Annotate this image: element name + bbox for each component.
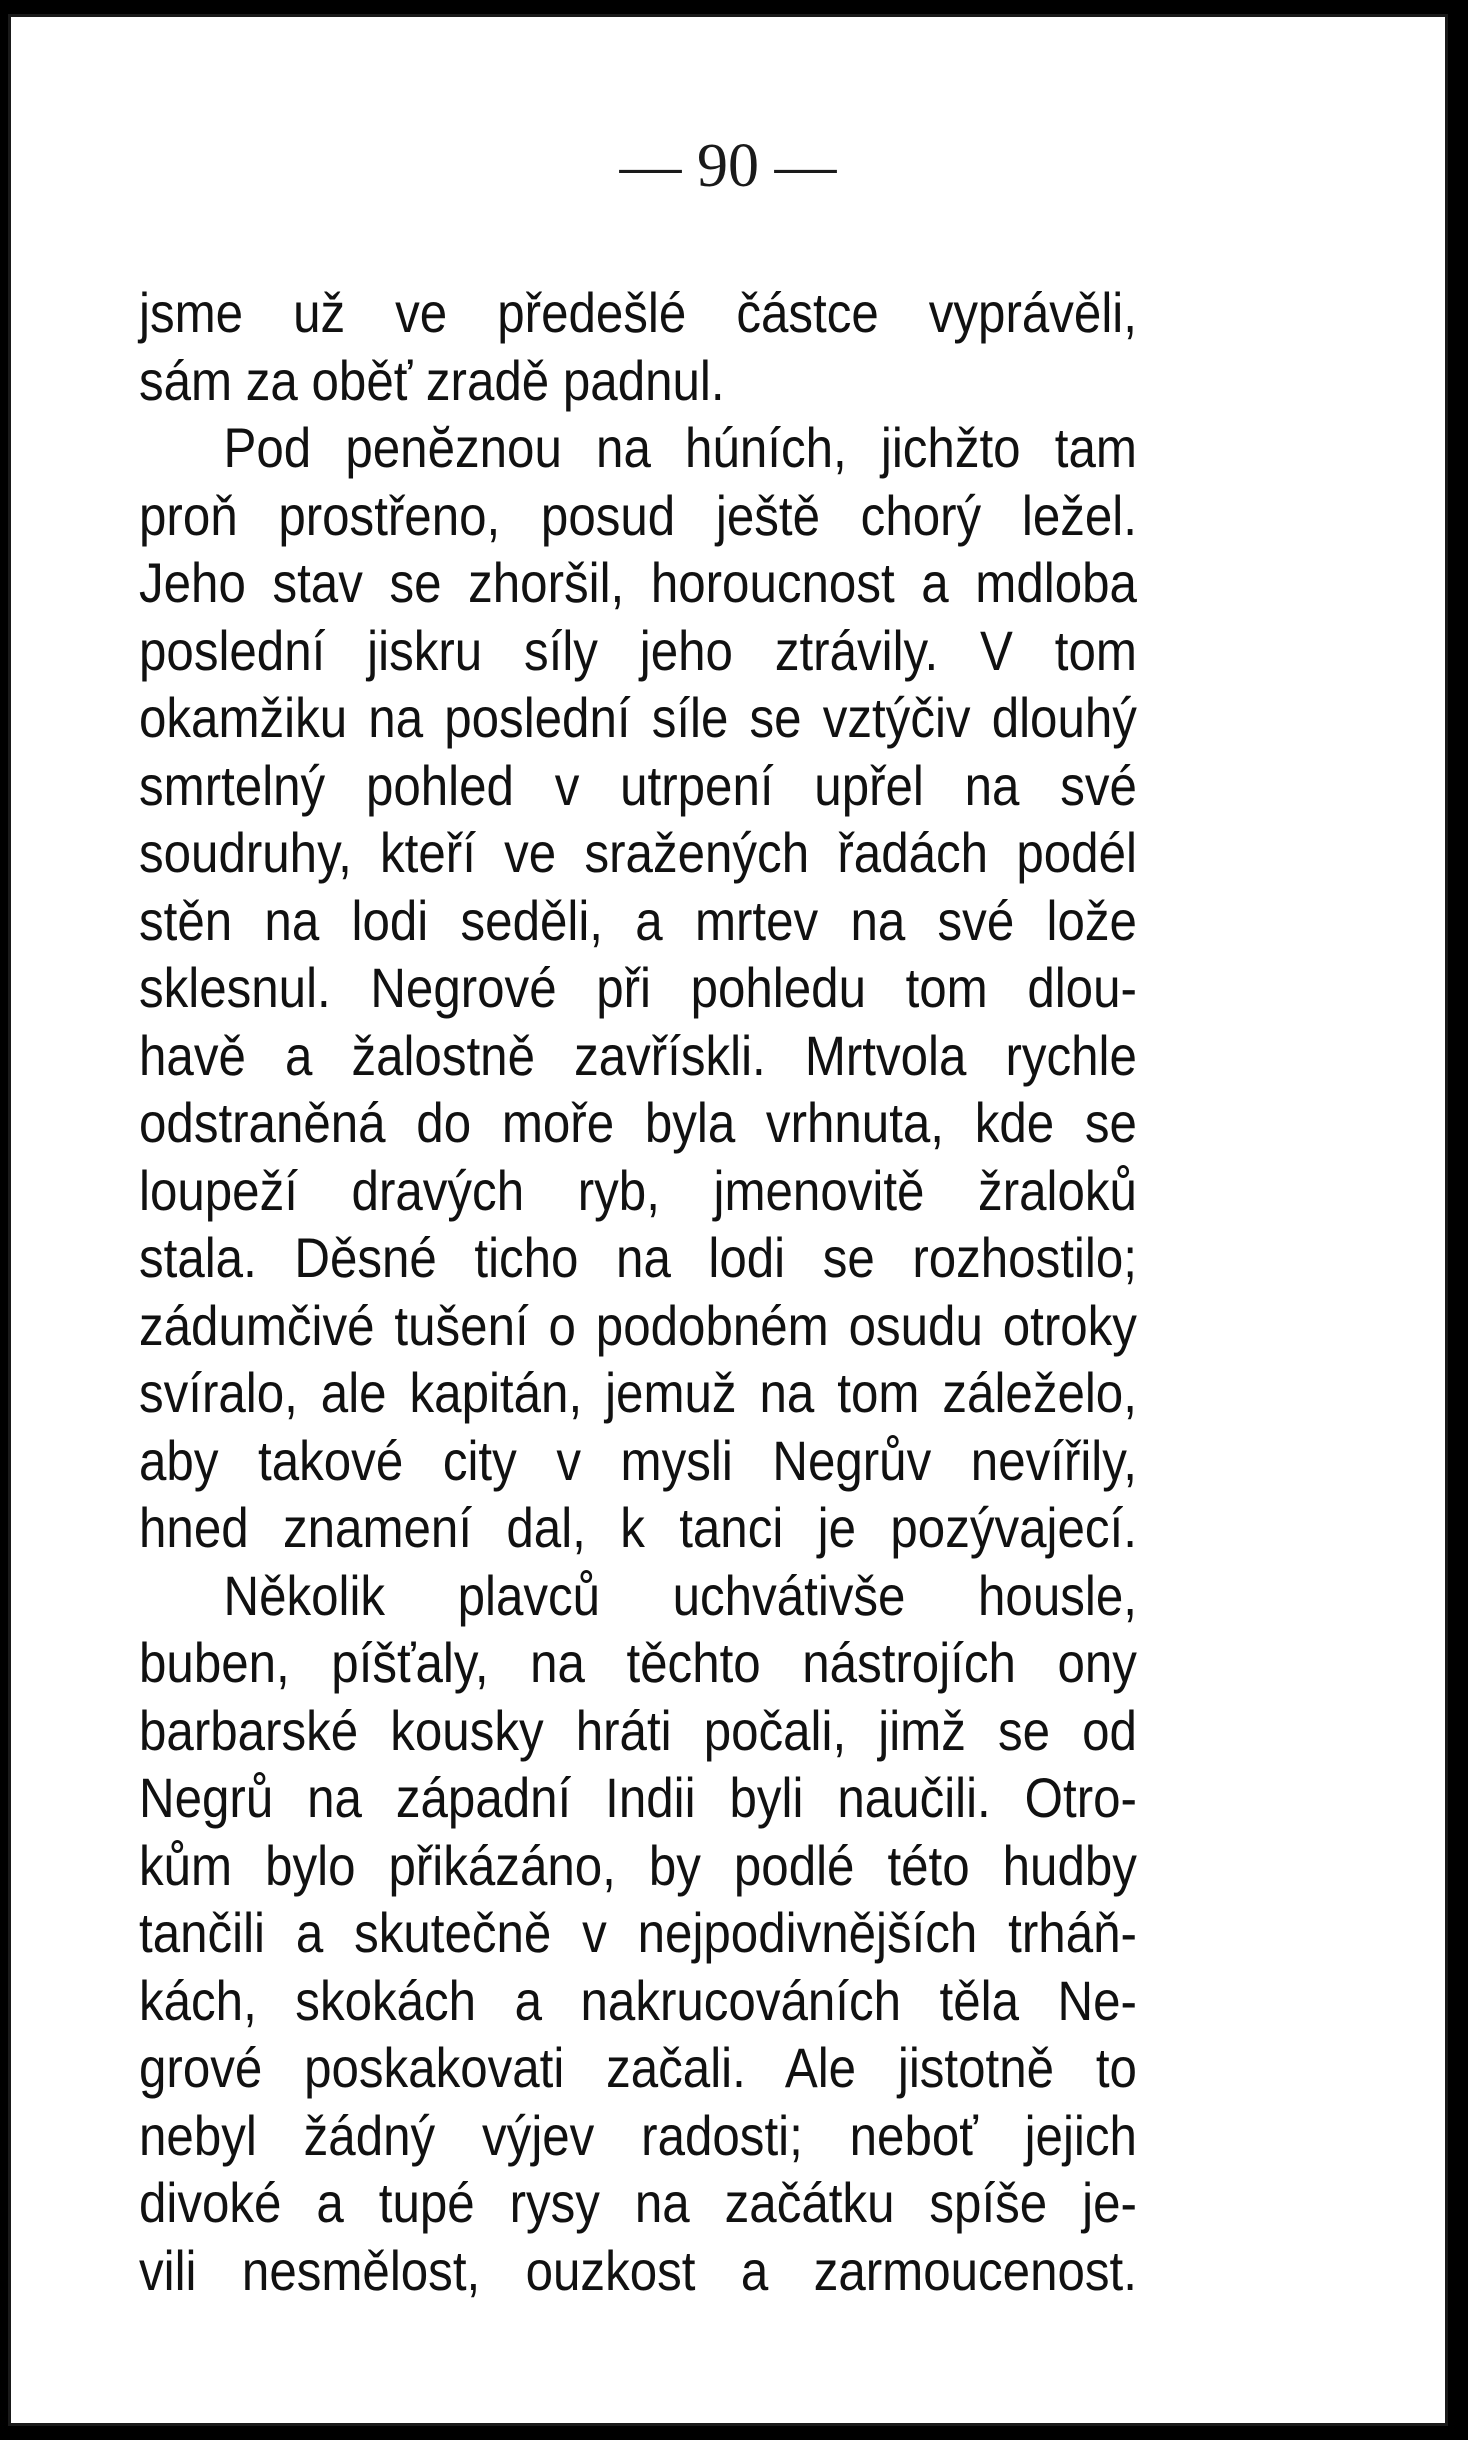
text-line: havě a žalostně zavřískli. Mrtvola rychle xyxy=(139,1023,1137,1087)
text-line: smrtelný pohled v utrpení upřel na své xyxy=(139,753,1137,817)
text-line: jsme už ve předešlé částce vyprávěli, xyxy=(139,281,1137,344)
text-line: svíralo, ale kapitán, jemuž na tom záleželo, xyxy=(139,1361,1137,1424)
text-line: aby takové city v mysli Negrův nevířily, xyxy=(139,1428,1137,1492)
text-line: stěn na lodi seděli, a mrtev na své lože xyxy=(139,888,1137,952)
text-line: grové poskakovati začali. Ale jistotně to xyxy=(139,2036,1137,2099)
text-line: Jeho stav se zhoršil, horoucnost a mdloba xyxy=(139,551,1137,614)
book-page xyxy=(8,14,1448,2426)
text-line: hned znamení dal, k tanci je pozývajecí. xyxy=(139,1496,1137,1559)
body-text xyxy=(139,279,1137,2304)
text-line: stala. Děsné ticho na lodi se rozhostilo; xyxy=(139,1226,1137,1289)
text-line: buben, píšťaly, na těchto nástrojích ony xyxy=(139,1631,1137,1694)
text-line: loupeží dravých ryb, jmenovitě žraloků xyxy=(139,1158,1137,1222)
text-line: Negrů na západní Indii byli naučili. Otro- xyxy=(139,1766,1137,1829)
text-line: proň prostřeno, posud ještě chorý ležel. xyxy=(139,483,1137,547)
text-line: odstraněná do moře byla vrhnuta, kde se xyxy=(139,1091,1137,1154)
text-line: kách, skokách a nakrucováních těla Ne- xyxy=(139,1968,1137,2032)
text-line: zádumčivé tušení o podobném osudu otroky xyxy=(139,1293,1137,1357)
text-line: Pod penĕznou na húních, jichžto tam xyxy=(223,416,1137,479)
text-line: vili nesmělost, ouzkost a zarmoucenost. xyxy=(139,2238,1137,2302)
text-line: barbarské kousky hráti počali, jimž se od xyxy=(139,1698,1137,1762)
page-number: — 90 — xyxy=(619,132,837,200)
text-line: soudruhy, kteří ve sražených řadách podél xyxy=(139,821,1137,884)
text-line: kům bylo přikázáno, by podlé této hudby xyxy=(139,1833,1137,1897)
text-line: sám za oběť zradě padnul. xyxy=(139,348,725,412)
text-line: nebyl žádný výjev radosti; neboť jejich xyxy=(139,2103,1137,2167)
text-line: sklesnul. Negrové při pohledu tom dlou- xyxy=(139,956,1137,1019)
text-line: poslední jiskru síly jeho ztrávily. V tom xyxy=(139,618,1137,682)
text-line: divoké a tupé rysy na začátku spíše je- xyxy=(139,2171,1137,2234)
text-line: tančili a skutečně v nejpodivnějších trháň- xyxy=(139,1901,1137,1964)
text-line: okamžiku na poslední síle se vztýčiv dlouhý xyxy=(139,686,1137,749)
text-line: Několik plavců uchvátivše housle, xyxy=(223,1563,1137,1627)
